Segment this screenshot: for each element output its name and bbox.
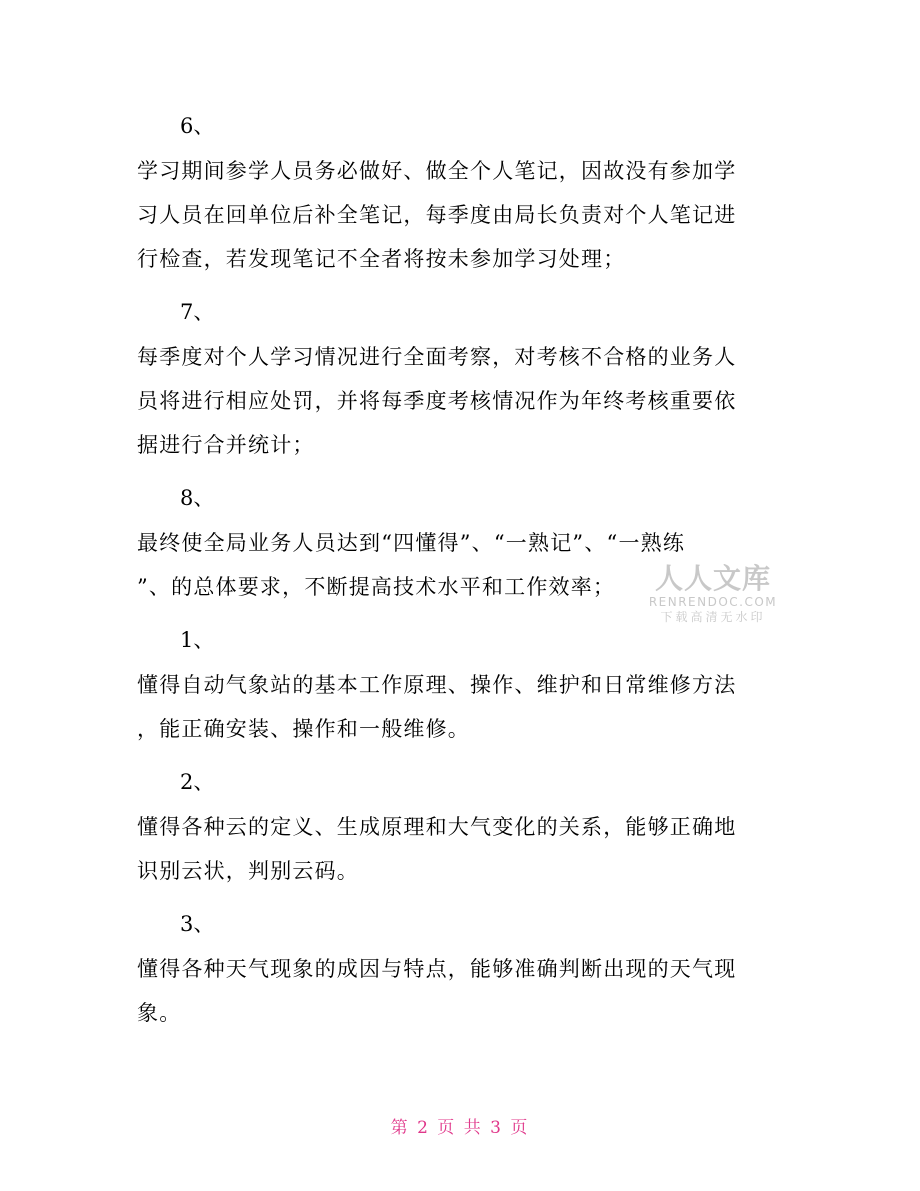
paragraph-line: 懂得自动气象站的基本工作原理、操作、维护和日常维修方法 [137,673,737,697]
paragraph-line: 学习期间参学人员务必做好、做全个人笔记，因故没有参加学 [137,159,737,183]
paragraph-line: 识别云状，判别云码。 [137,859,359,883]
paragraph-line: 懂得各种云的定义、生成原理和大气变化的关系，能够正确地 [137,815,737,839]
paragraph-line: 最终使全局业务人员达到“四懂得”、“一熟记”、“一熟练 [137,531,686,555]
paragraph-2 [137,805,797,893]
item-number-7: 7、 [180,300,215,324]
paragraph-line: 每季度对个人学习情况进行全面考察，对考核不合格的业务人 [137,345,737,369]
paragraph-line: ”、的总体要求，不断提高技术水平和工作效率； [137,575,616,599]
paragraph-line: 习人员在回单位后补全笔记，每季度由局长负责对个人笔记进 [137,203,737,227]
paragraph-6 [137,149,797,281]
item-number-1: 1、 [180,628,215,652]
item-number-6: 6、 [180,114,215,138]
paragraph-line: 行检查，若发现笔记不全者将按未参加学习处理； [137,247,626,271]
watermark-domain: RENRENDOC.COM [648,595,778,609]
paragraph-line: 象。 [137,1001,182,1025]
watermark-subtitle: 下载高清无水印 [660,610,766,624]
item-number-2: 2、 [180,770,215,794]
item-number-3: 3、 [180,912,215,936]
item-number-8: 8、 [180,486,215,510]
page-footer: 第 2 页 共 3 页 [390,1118,530,1138]
paragraph-8 [137,521,797,609]
paragraph-line: 员将进行相应处罚，并将每季度考核情况作为年终考核重要依 [137,389,737,413]
paragraph-line: ，能正确安装、操作和一般维修。 [137,717,470,741]
paragraph-3 [137,947,797,1035]
paragraph-7 [137,335,797,467]
paragraph-1 [137,663,797,751]
paragraph-line: 懂得各种天气现象的成因与特点，能够准确判断出现的天气现 [137,957,737,981]
paragraph-line: 据进行合并统计； [137,433,315,457]
watermark-logo-text: 人人文库 [654,562,771,595]
